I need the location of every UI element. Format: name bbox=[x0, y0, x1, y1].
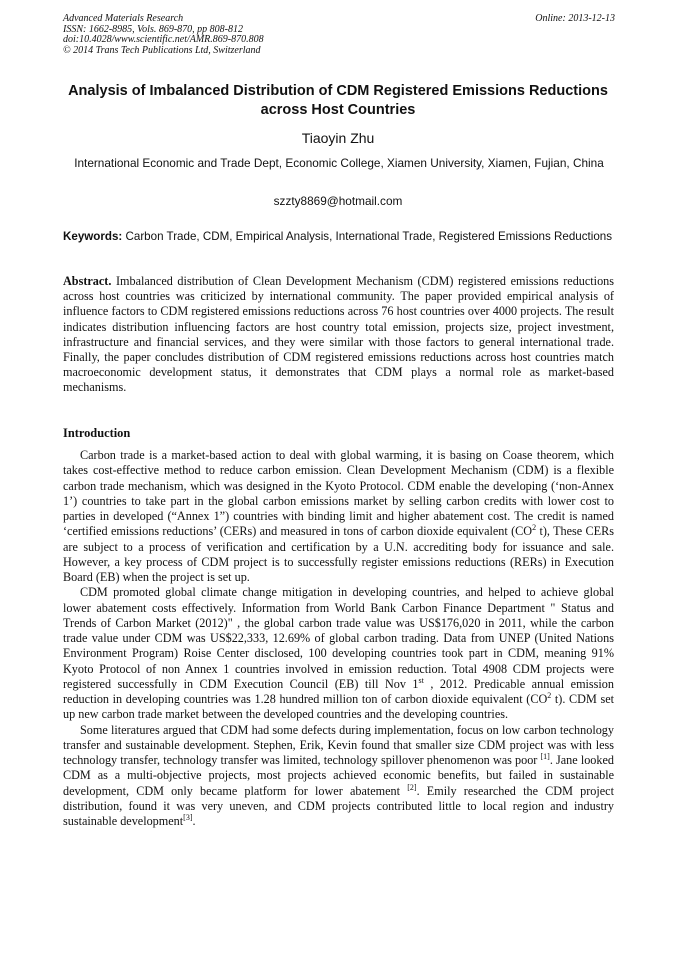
author-name: Tiaoyin Zhu bbox=[301, 130, 375, 146]
section-heading-introduction: Introduction bbox=[63, 426, 131, 440]
paragraph-3-text-b: . Jane looked CDM as a multi-objective projects, most projects achieved economic benefits, but failed in sustainable development, CDM only became platform for lower abatement bbox=[63, 753, 614, 798]
paragraph-2-text-a: CDM promoted global climate change mitigation in developing countries, and helped to achieve global lower abatement costs effectively. Information from World Bank Carbon Finance Department " Status and Trends of Carbon Market (2012)" , the global carbon trade value was US$176,020 in 2011, while the carbon trade value under CDM was US$22,333, 12.69% of global carbon trading. Data from UNEP (United Nations Environment Program) Roise Center disclosed, 100 developing countries took part in CDM, meaning 91% Kyoto Protocol of non Annex 1 countries involved in emission reduction. Total 4908 CDM projects were registered successfully in CDM Execution Council (EB) till Nov 1 bbox=[63, 585, 614, 691]
paragraph-3 bbox=[63, 723, 614, 830]
paragraph-2-text-b: , 2012. Predicable annual emission reduction in developing countries was 1.28 hundred million ton of carbon dioxide equivalent (CO bbox=[63, 676, 614, 706]
citation-marker: [2] bbox=[407, 782, 417, 792]
citation-marker: [3] bbox=[183, 812, 193, 822]
paper-title: Analysis of Imbalanced Distribution of CDM Registered Emissions Reductions across Host Countries bbox=[68, 83, 608, 118]
abstract bbox=[63, 274, 614, 396]
issn-line: ISSN: 1662-8985, Vols. 869-870, pp 808-812 bbox=[63, 23, 243, 35]
online-date: Online: 2013-12-13 bbox=[535, 13, 615, 24]
paragraph-3-text-d: . bbox=[192, 814, 196, 828]
paragraph-3-text-c: . Emily researched the CDM project distribution, found it was very uneven, and CDM projects contributed little to local region and industry sustainable development bbox=[63, 783, 614, 828]
paragraph-1 bbox=[63, 448, 614, 585]
author-affiliation: International Economic and Trade Dept, Economic College, Xiamen University, Xiamen, Fujian, China bbox=[74, 156, 604, 170]
paragraph-2 bbox=[63, 585, 614, 722]
publication-header bbox=[63, 14, 615, 56]
superscript: 2 bbox=[532, 523, 537, 533]
keywords bbox=[63, 229, 614, 244]
paragraph-1-text-a: Carbon trade is a market-based action to deal with global warming, it is basing on Coase theorem, which takes cost-effective method to reduce carbon emission. Clean Development Mechanism (CDM) is a flexible carbon trade mechanism, which was designed in the Kyoto Protocol. CDM enable the developing (‘non-Annex 1’) countries to take part in the global carbon emissions market by selling carbon credits with lower cost to parties in developed (“Annex 1”) countries with binding limit and higher abatement cost. The credit is named ‘certified emissions reductions’ (CERs) and measured in tons of carbon dioxide equivalent (CO bbox=[63, 448, 614, 539]
superscript: 2 bbox=[547, 690, 552, 700]
citation-marker: [1] bbox=[540, 751, 550, 761]
paragraph-3-text-a: Some literatures argued that CDM had some defects during implementation, focus on low carbon technology transfer and sustainable development. Stephen, Erik, Kevin found that smaller size CDM project was with less technology transfer, technology transfer was limited, technology spillover phenomenon was poor bbox=[63, 722, 614, 767]
author-email: szzty8869@hotmail.com bbox=[273, 194, 403, 208]
journal-name: Advanced Materials Research bbox=[63, 13, 184, 24]
introduction-body bbox=[63, 448, 614, 829]
superscript: st bbox=[418, 675, 424, 685]
doi-line: doi:10.4028/www.scientific.net/AMR.869-870.808 bbox=[63, 34, 264, 46]
copyright-line: © 2014 Trans Tech Publications Ltd, Switzerland bbox=[63, 44, 261, 56]
keywords-label: Keywords: bbox=[63, 230, 123, 243]
paragraph-2-text-c: t). CDM set up new carbon trade market between the developed countries and the developing countries. bbox=[63, 692, 614, 722]
abstract-text: Imbalanced distribution of Clean Development Mechanism (CDM) registered emissions reductions across host countries was criticized by international community. The paper provided empirical analysis of influence factors to CDM registered emissions reductions across 76 host countries over 4000 projects. The result indicates distribution influencing factors are host country total emission, projects size, project investment, infrastructure and financial services, and they were similar with those factors to general international trade. Finally, the paper concludes distribution of CDM registered emissions reductions across host countries match macroeconomic development status, it demonstrates that CDM plays a normal role as market-based mechanisms. bbox=[63, 274, 614, 395]
abstract-label: Abstract. bbox=[63, 274, 112, 288]
keywords-text: Carbon Trade, CDM, Empirical Analysis, International Trade, Registered Emissions Reductions bbox=[122, 230, 613, 243]
paragraph-1-text-b: t), These CERs are subject to a process of verification and certification by a U.N. accrediting body for issuance and sale. However, a key process of CDM project is to successfully register emissions reductions (RERs) in Execution Board (EB) when the project is set up. bbox=[63, 524, 614, 584]
